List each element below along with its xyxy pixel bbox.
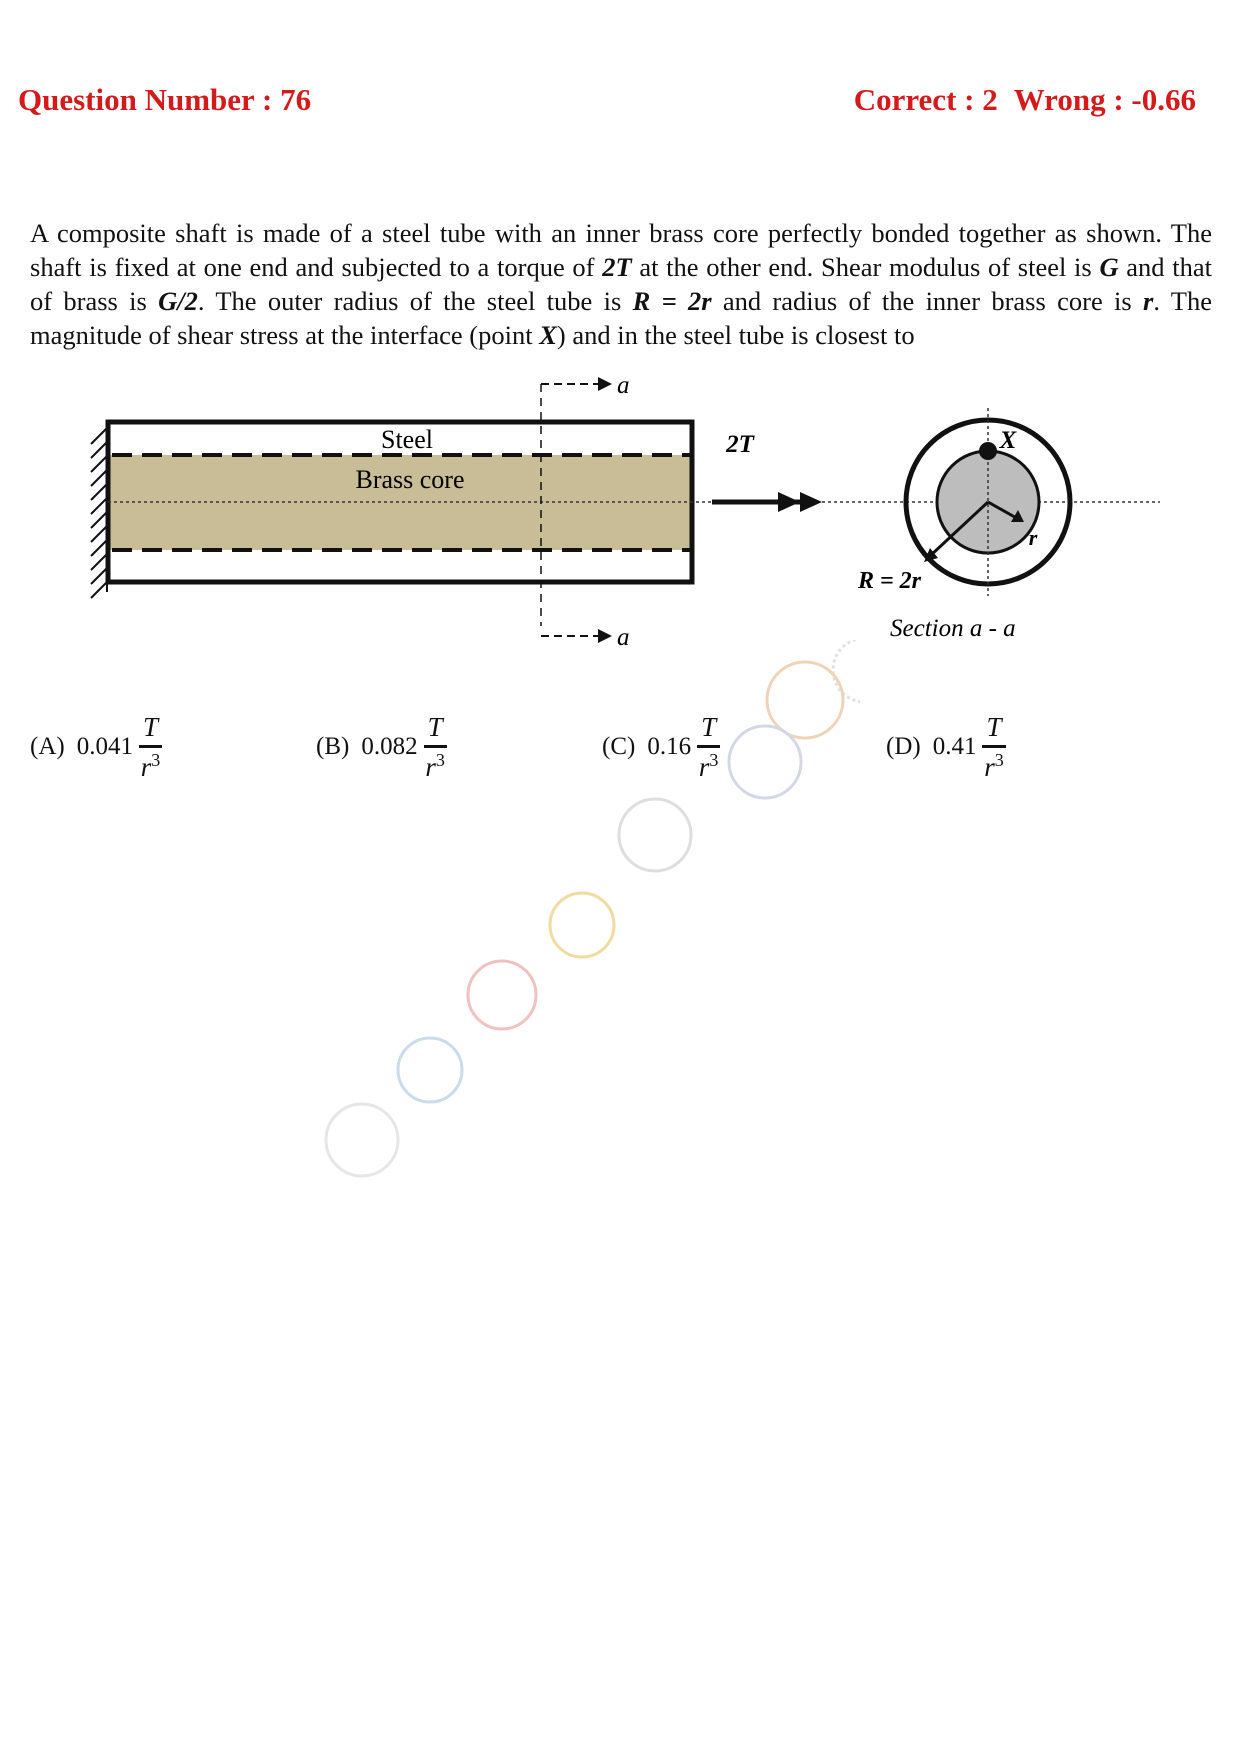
fraction-base: r [140,751,152,782]
fraction-base: r [698,751,710,782]
section-marker-bottom: a [617,624,630,651]
outer-radius-label: R = 2r [858,568,922,594]
option-value: 0.41 [932,733,977,760]
shear-modulus-steel: G [1099,252,1119,282]
question-text-part: at the other end. Shear modulus of steel is [631,252,1100,282]
option-label: (D) [886,733,921,760]
fraction-exponent: 3 [435,749,445,770]
watermark-seal-icon [550,893,614,957]
option-label: (B) [316,733,350,760]
question-text-part: A composite shaft is made of a steel tube with an inner brass core perfectly bonded together as shown. The shaft is fixed at one end and subjected to a torque of [30,218,1212,282]
question-text [30,216,1212,352]
point-x-label: X [999,427,1017,454]
option-value: 0.082 [361,733,418,760]
question-text-part: . The outer radius of the steel tube is [197,286,633,316]
fraction-numerator: T [139,714,162,748]
question-text-part: and radius of the inner brass core is [711,286,1144,316]
brass-core-label: Brass core [355,465,465,494]
option-value: 0.16 [647,733,692,760]
watermark-seal-icon [619,799,691,871]
wrong-marks: Wrong : -0.66 [1013,82,1196,117]
watermark-seal-icon [729,726,801,798]
question-text-part: and that of brass is [30,252,1212,316]
question-text-part: . The magnitude of shear stress at the interface (point [30,286,1212,350]
marking-scheme [854,82,1196,118]
watermark-seal-icon [398,1038,462,1102]
question-number: Question Number : 76 [18,82,312,117]
fraction-numerator: T [424,714,447,748]
fraction-exponent: 3 [994,749,1004,770]
watermark-seal-icon [326,1104,398,1176]
shaft-figure [0,360,1240,660]
fraction-numerator: T [697,714,720,748]
section-caption: Section a - a [890,615,1016,642]
option-value: 0.041 [76,733,133,760]
watermark-seal-icon [833,640,860,702]
inner-radius-value: r [1143,286,1154,316]
watermark-seal-icon [468,961,536,1029]
inner-radius-label: r [1028,525,1038,550]
watermark-seal-icon [767,662,843,738]
shear-modulus-brass: G/2 [158,286,198,316]
watermark-seals [300,640,860,1200]
fraction-numerator: T [982,714,1005,748]
steel-label: Steel [381,425,433,454]
fraction-base: r [984,751,995,782]
fixed-support-hatch [91,420,107,598]
fraction-base: r [425,751,436,782]
torque-label: 2T [726,431,754,458]
section-marker-top: a [617,372,630,399]
option-fraction [982,711,1005,782]
option-label: (A) [30,733,65,760]
correct-marks: Correct : 2 [853,82,998,117]
fraction-denominator [984,748,1004,781]
interface-point-x [979,442,997,460]
option-a[interactable] [30,712,162,782]
torque-value: 2T [602,252,632,282]
option-fraction [139,711,162,782]
option-d[interactable] [886,712,1006,782]
option-label: (C) [602,733,636,760]
fraction-exponent: 3 [709,749,719,770]
torque-arrow [712,492,822,512]
interface-point: X [539,320,557,350]
fraction-exponent: 3 [151,749,161,770]
fraction-denominator [141,748,161,781]
question-text-part: ) and in the steel tube is closest to [556,320,915,350]
outer-radius-value: R = 2r [632,286,712,316]
